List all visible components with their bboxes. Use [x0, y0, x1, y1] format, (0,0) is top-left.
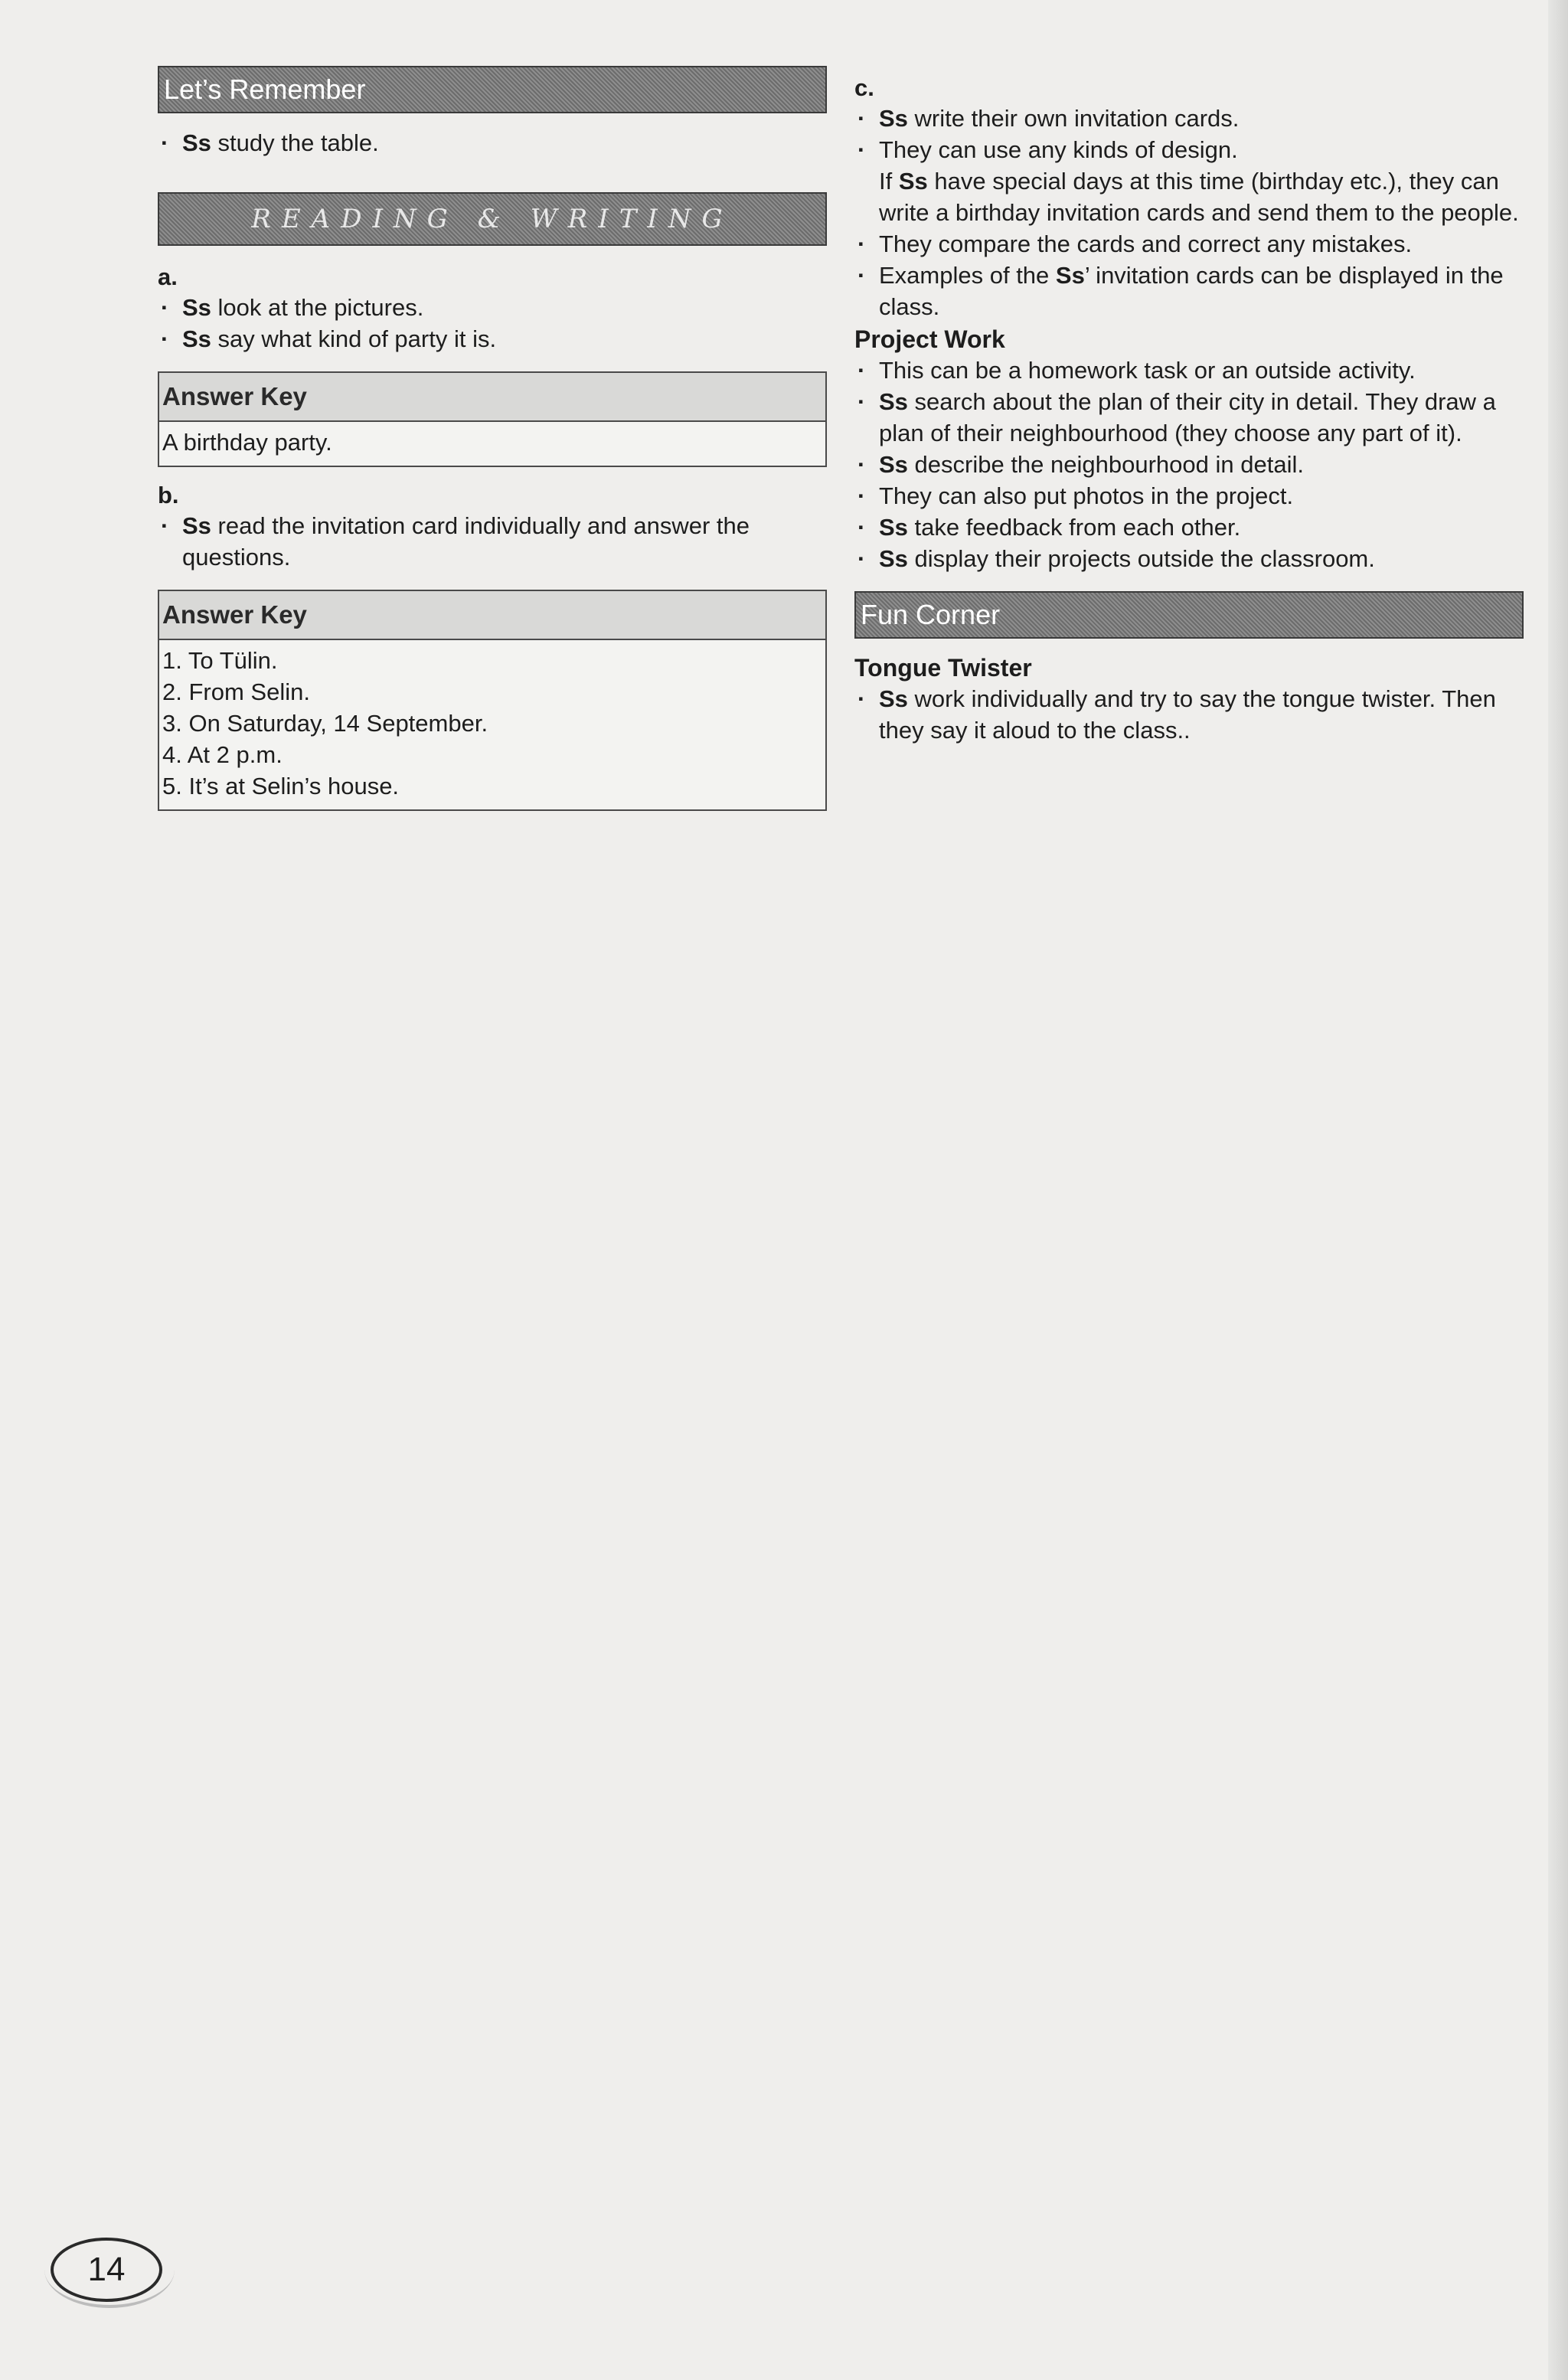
list-item: · This can be a homework task or an outside activity. — [854, 355, 1524, 386]
list-item: · Ss search about the plan of their city in detail. They draw a plan of their neighbourhood (they choose any part of it). — [854, 386, 1524, 449]
list-item: · Ss work individually and try to say the tongue twister. Then they say it aloud to the class.. — [854, 683, 1524, 746]
section-a-list — [158, 292, 827, 355]
list-item: · They compare the cards and correct any mistakes. — [854, 228, 1524, 260]
project-work-title: Project Work — [854, 325, 1005, 353]
answer-key-b — [158, 590, 827, 811]
list-item: · They can use any kinds of design. — [854, 134, 1524, 165]
section-c-list — [854, 103, 1524, 165]
answer-line: A birthday party. — [162, 429, 332, 456]
answer-line: 1. To Tülin. — [162, 647, 278, 674]
lets-remember-list — [158, 127, 827, 159]
list-item: · Ss display their projects outside the classroom. — [854, 543, 1524, 574]
reading-writing-header: READING & WRITING — [158, 192, 827, 246]
section-c-list-continued — [854, 228, 1524, 322]
list-item: · They can also put photos in the project. — [854, 480, 1524, 512]
answer-line: 5. It’s at Selin’s house. — [162, 773, 400, 799]
section-c-paragraph: If Ss have special days at this time (birthday etc.), they can write a birthday invitation cards and send them to the people. — [879, 168, 1519, 226]
list-item: · Ss look at the pictures. — [158, 292, 827, 323]
answer-key-a — [158, 371, 827, 467]
page-number: 14 — [51, 2238, 162, 2302]
section-c-label: c. — [854, 74, 874, 101]
list-item: · Ss say what kind of party it is. — [158, 323, 827, 355]
answer-key-title: Answer Key — [159, 373, 825, 422]
lets-remember-header: Let’s Remember — [158, 66, 827, 113]
list-item: · Ss write their own invitation cards. — [854, 103, 1524, 134]
fun-corner-header: Fun Corner — [854, 591, 1524, 639]
list-item: · Ss describe the neighbourhood in detail. — [854, 449, 1524, 480]
list-item: · Ss take feedback from each other. — [854, 512, 1524, 543]
list-item: · Ss study the table. — [158, 127, 827, 159]
right-column — [854, 74, 1524, 746]
section-b-list — [158, 510, 827, 573]
page-edge — [1548, 0, 1568, 2380]
answer-line: 4. At 2 p.m. — [162, 741, 283, 768]
tongue-twister-title: Tongue Twister — [854, 654, 1032, 682]
section-a-label: a. — [158, 263, 178, 290]
answer-line: 3. On Saturday, 14 September. — [162, 710, 488, 737]
project-work-list — [854, 355, 1524, 574]
list-item: · Ss read the invitation card individually and answer the questions. — [158, 510, 827, 573]
answer-key-body — [159, 640, 825, 809]
left-column — [158, 66, 827, 811]
list-item: · Examples of the Ss’ invitation cards can be displayed in the class. — [854, 260, 1524, 322]
answer-key-title: Answer Key — [159, 591, 825, 640]
section-b-label: b. — [158, 482, 179, 508]
answer-key-body — [159, 422, 825, 466]
fun-corner-list — [854, 683, 1524, 746]
answer-line: 2. From Selin. — [162, 678, 310, 705]
